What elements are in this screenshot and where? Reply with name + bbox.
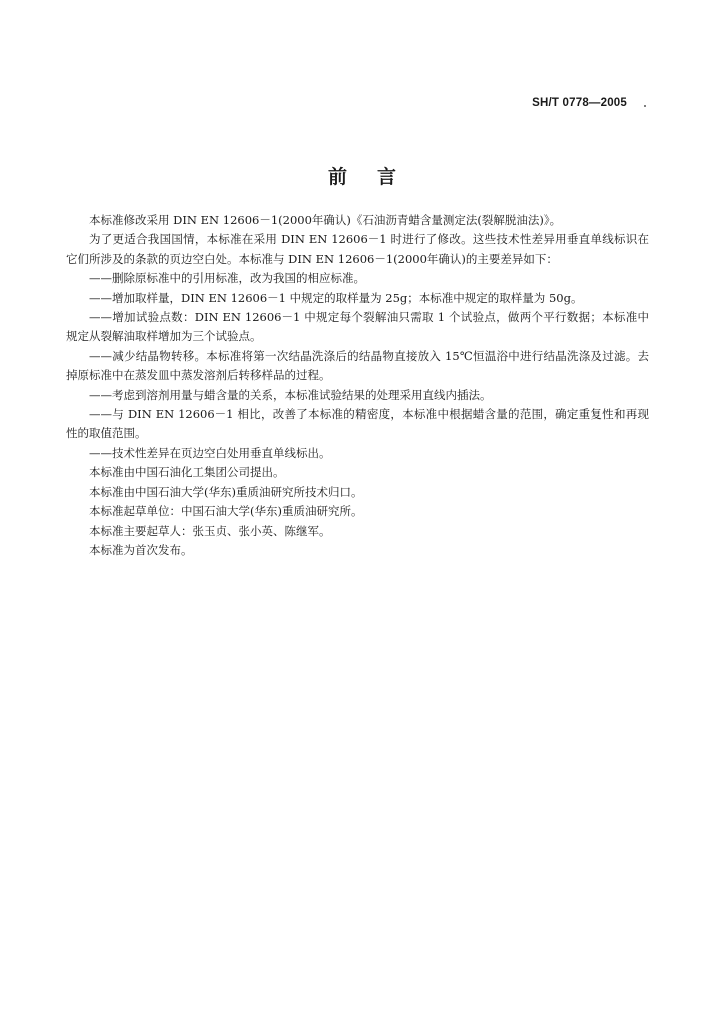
paragraph: ——技术性差异在页边空白处用垂直单线标出。	[89, 445, 331, 460]
paragraph: ——删除原标准中的引用标准，改为我国的相应标准。	[89, 271, 365, 286]
paragraph: ——与 DIN EN 12606－1 相比，改善了本标准的精密度，本标准中根据蜡含量的范围，确定重复性和再现性的取值范围。	[66, 407, 649, 441]
page-title: 前言	[327, 166, 426, 188]
paragraph: 本标准修改采用 DIN EN 12606－1(2000年确认)《石油沥青蜡含量测定法(裂解脱油法)》。	[89, 213, 562, 227]
paragraph: 本标准为首次发布。	[89, 542, 193, 557]
paragraph: 本标准由中国石油大学(华东)重质油研究所技术归口。	[89, 484, 363, 499]
paragraph: 本标准起草单位：中国石油大学(华东)重质油研究所。	[89, 504, 363, 519]
paragraph: 本标准由中国石油化工集团公司提出。	[89, 465, 285, 480]
foreword-body	[66, 211, 649, 560]
paragraph: 本标准主要起草人：张玉贞、张小英、陈继军。	[89, 523, 331, 538]
paragraph: ——考虑到溶剂用量与蜡含量的关系，本标准试验结果的处理采用直线内插法。	[89, 387, 492, 402]
page-speck	[644, 105, 646, 107]
paragraph: ——减少结晶物转移。本标准将第一次结晶洗涤后的结晶物直接放入 15℃恒温浴中进行结晶洗涤及过滤。去掉原标准中在蒸发皿中蒸发溶剂后转移样品的过程。	[66, 348, 649, 383]
standard-code: SH/T 0778—2005	[532, 97, 627, 109]
paragraph: ——增加取样量，DIN EN 12606－1 中规定的取样量为 25g；本标准中规定的取样量为 50g。	[89, 290, 583, 305]
paragraph: 为了更适合我国国情，本标准在采用 DIN EN 12606－1 时进行了修改。这些技术性差异用垂直单线标识在它们所涉及的条款的页边空白处。本标准与 DIN EN 12606－1(2000年确认)的主要差异如下：	[66, 232, 649, 266]
paragraph: ——增加试验点数：DIN EN 12606－1 中规定每个裂解油只需取 1 个试验点，做两个平行数据；本标准中规定从裂解油取样增加为三个试验点。	[66, 310, 649, 344]
